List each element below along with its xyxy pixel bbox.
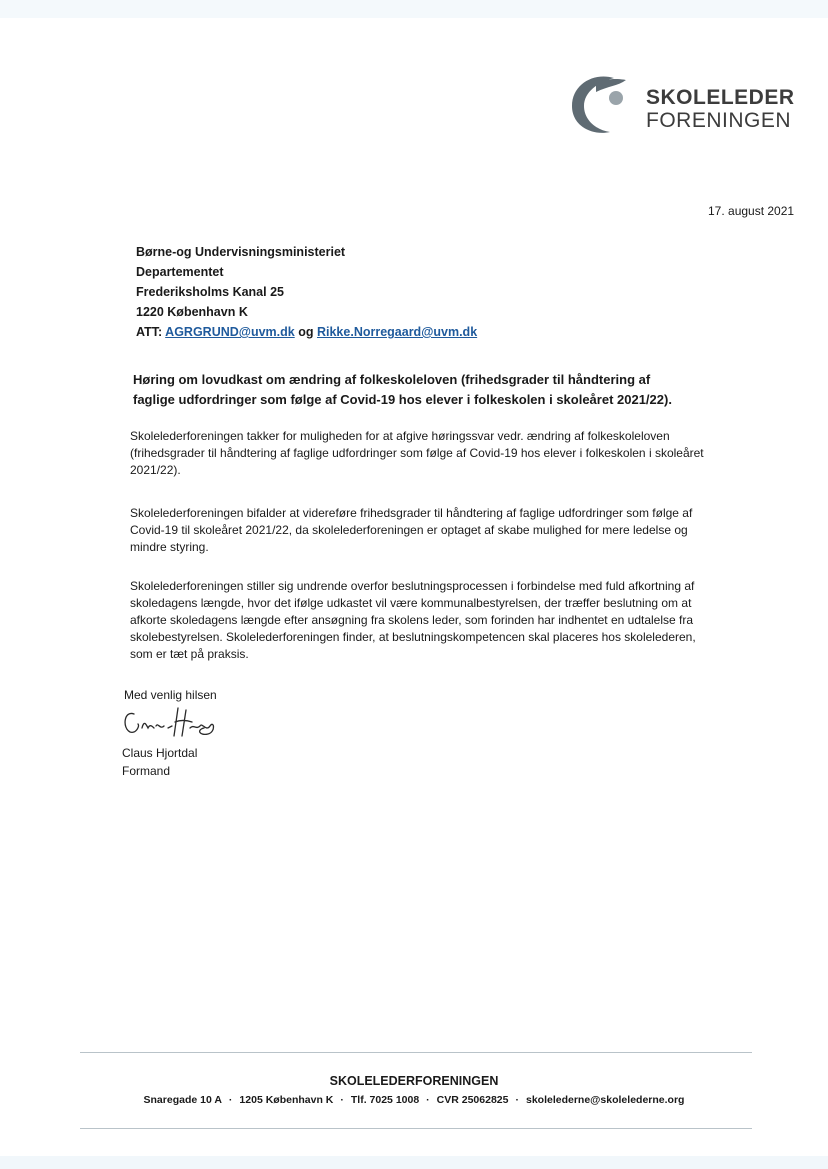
- footer-divider-bottom: [80, 1128, 752, 1129]
- logo-mark-icon: [566, 70, 646, 140]
- footer-separator: ·: [515, 1094, 519, 1106]
- email-link-1[interactable]: AGRGRUND@uvm.dk: [165, 325, 295, 339]
- signer-name: Claus Hjortdal: [122, 746, 198, 760]
- body-paragraph-1: Skolelederforeningen takker for muligheden for at afgive høringssvar vedr. ændring af folkeskoleloven (frihedsgrader til håndtering af faglige udfordringer som følge af Covid-19 hos elever i folkeskolen i skoleåret 2021/22).: [130, 429, 704, 477]
- logo-line-1: SKOLELEDER: [646, 86, 795, 109]
- footer-separator: ·: [228, 1094, 233, 1106]
- body-paragraph-2: Skolelederforeningen bifalder at videreføre frihedsgrader til håndtering af faglige udfordringer som følge af Covid-19 til skoleåret 2021/22, da skolelederforeningen er optaget af skabe mulighed for mere ledelse og mindre styring.: [130, 506, 693, 554]
- footer-city: 1205 København K: [239, 1094, 334, 1106]
- footer-contact-line: [0, 1094, 828, 1106]
- signer-title: Formand: [122, 764, 171, 778]
- footer-separator: ·: [426, 1094, 430, 1106]
- organization-logo: [566, 70, 806, 140]
- letter-subject: Høring om lovudkast om ændring af folkeskoleloven (frihedsgrader til håndtering af faglige udfordringer som følge af Covid-19 hos elever i folkeskolen i skoleåret 2021/22).: [133, 372, 672, 407]
- closing-greeting: Med venlig hilsen: [124, 688, 217, 702]
- logo-wordmark: [646, 86, 795, 132]
- att-prefix: ATT:: [136, 325, 163, 339]
- recipient-line-2: Departementet: [136, 265, 224, 279]
- recipient-address: [136, 242, 477, 342]
- recipient-line-3: Frederiksholms Kanal 25: [136, 285, 284, 299]
- logo-line-2: FORENINGEN: [646, 109, 792, 132]
- letter-date: 17. august 2021: [708, 204, 795, 218]
- scan-edge-top: [0, 0, 828, 18]
- scan-edge-bottom: [0, 1156, 828, 1169]
- footer-phone: Tlf. 7025 1008: [350, 1094, 420, 1106]
- footer-divider-top: [80, 1052, 752, 1053]
- footer-organization: SKOLELEDERFORENINGEN: [329, 1074, 499, 1088]
- attention-line: [136, 322, 477, 342]
- footer-separator: ·: [340, 1094, 344, 1106]
- recipient-line-1: Børne-og Undervisningsministeriet: [136, 245, 346, 259]
- footer-cvr: CVR 25062825: [436, 1094, 509, 1106]
- email-link-2[interactable]: Rikke.Norregaard@uvm.dk: [316, 325, 478, 339]
- handwritten-signature: [120, 702, 220, 742]
- footer-address: Snaregade 10 A: [143, 1094, 222, 1106]
- att-joiner: og: [298, 325, 314, 339]
- recipient-line-4: 1220 København K: [136, 305, 248, 319]
- body-paragraph-3: Skolelederforeningen stiller sig undrende overfor beslutningsprocessen i forbindelse med fuld afkortning af skoledagens længde, hvor det ifølge udkastet vil være kommunalbestyrelsen, der træffer beslutning om at afkorte skoledagens længde efter ansøgning fra skolens leder, som forinden har indhentet en udtalelse fra skolebestyrelsen. Skolelederforeningen finder, at beslutningskompetencen skal placeres hos skolelederen, som er tæt på praksis.: [130, 579, 696, 661]
- footer-email: skolelederne@skolelederne.org: [525, 1094, 685, 1106]
